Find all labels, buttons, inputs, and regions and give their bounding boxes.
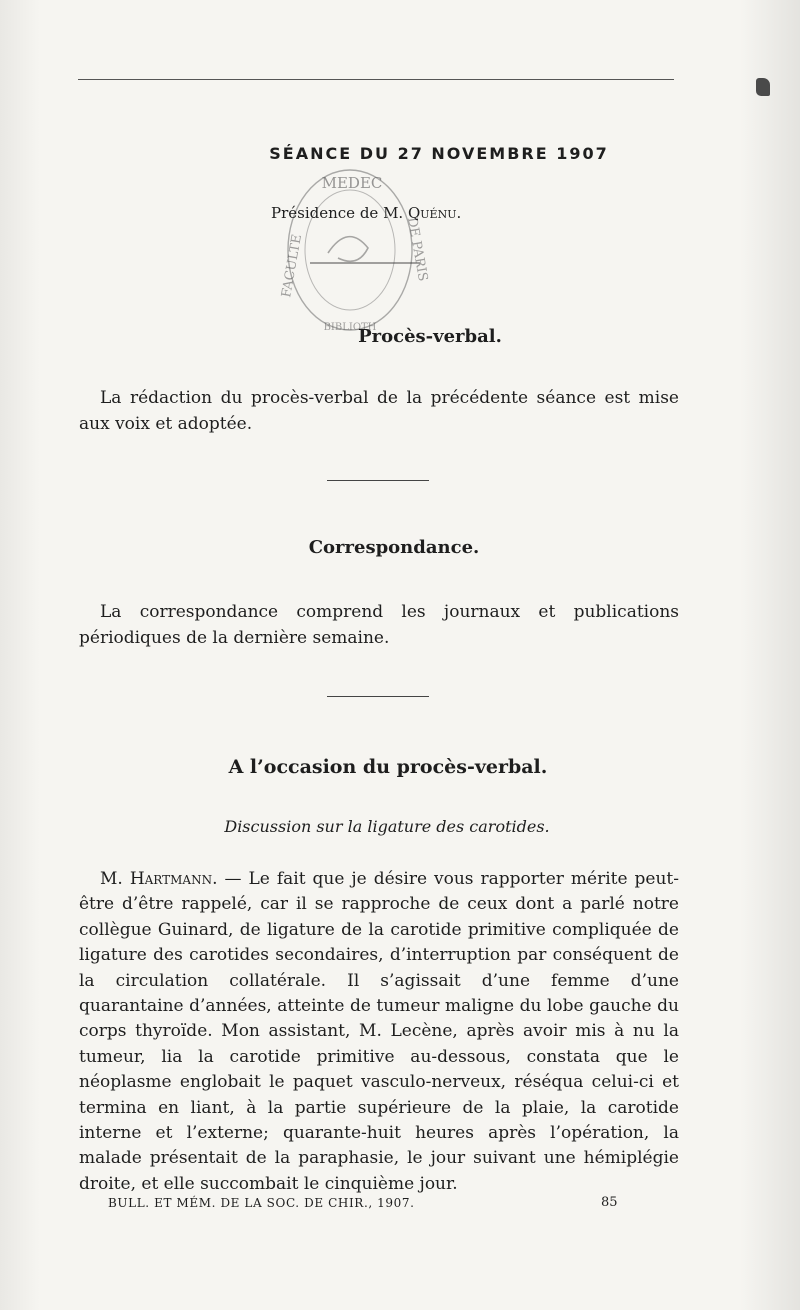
ink-mark bbox=[756, 78, 770, 96]
occasion-title: A l’occasion du procès-verbal. bbox=[228, 756, 548, 778]
proces-verbal-text: La rédaction du procès-verbal de la précédente séance est mise aux voix et adoptée. bbox=[79, 388, 679, 434]
president-name: Quénu. bbox=[407, 204, 462, 222]
session-title-text: SÉANCE DU 27 NOVEMBRE 1907 bbox=[269, 144, 609, 163]
stamp-right-text: DE PARIS bbox=[404, 216, 430, 283]
stamp-top-text: MEDEC bbox=[321, 174, 383, 192]
presidence-line bbox=[271, 204, 461, 222]
speaker-name: Hartmann. bbox=[129, 869, 218, 889]
top-rule bbox=[78, 79, 674, 80]
library-stamp-icon bbox=[270, 158, 430, 338]
proces-verbal-paragraph bbox=[79, 386, 679, 437]
section-title-occasion bbox=[0, 756, 800, 778]
stamp-bottom-text: BIBLIOTH bbox=[323, 322, 377, 333]
correspondance-paragraph bbox=[79, 600, 679, 651]
discussion-subtitle bbox=[0, 817, 800, 836]
correspondance-title: Correspondance. bbox=[308, 537, 480, 558]
section-title-correspondance bbox=[0, 537, 800, 558]
section-divider bbox=[327, 696, 429, 697]
section-divider bbox=[327, 480, 429, 481]
journal-footer: BULL. ET MÉM. DE LA SOC. DE CHIR., 1907. bbox=[108, 1196, 415, 1210]
correspondance-text: La correspondance comprend les journaux et publications périodiques de la dernière semaine. bbox=[79, 602, 679, 648]
proces-verbal-title: Procès-verbal. bbox=[358, 326, 502, 347]
hartmann-body: — Le fait que je désire vous rapporter mérite peut-être d’être rappelé, car il se rapproche de ceux dont a parlé notre collègue Guinard, de ligature de la carotide primitive compliquée de ligature des carotides secondaires, d’interruption par conséquent de la circulation collatérale. Il s’agissait d’une femme d’une quarantaine d’années, atteinte de tumeur maligne du lobe gauche du corps thyroïde. Mon assistant, M. Lecène, après avoir mis à nu la tumeur, lia la carotide primitive au-dessous, constata que le néoplasme englobait le paquet vasculo-nerveux, réséqua celui-ci et termina en liant, à la partie supérieure de la plaie, la carotide interne et l’externe; quarante-huit heures après l’opération, la malade présentait de la paraphasie, le jour suivant une hémiplégie droite, et elle succombait le cinquième jour. bbox=[79, 869, 679, 1194]
discussion-subtitle-text: Discussion sur la ligature des carotides. bbox=[224, 817, 550, 836]
hartmann-paragraph bbox=[79, 867, 679, 1197]
speaker-prefix: M. bbox=[100, 869, 123, 889]
stamp-left-text: FACULTE bbox=[279, 233, 306, 299]
page-number: 85 bbox=[601, 1195, 618, 1210]
presidence-label: Présidence de M. bbox=[271, 204, 404, 222]
section-title-proces-verbal bbox=[0, 326, 800, 347]
hartmann-text bbox=[79, 867, 679, 1197]
